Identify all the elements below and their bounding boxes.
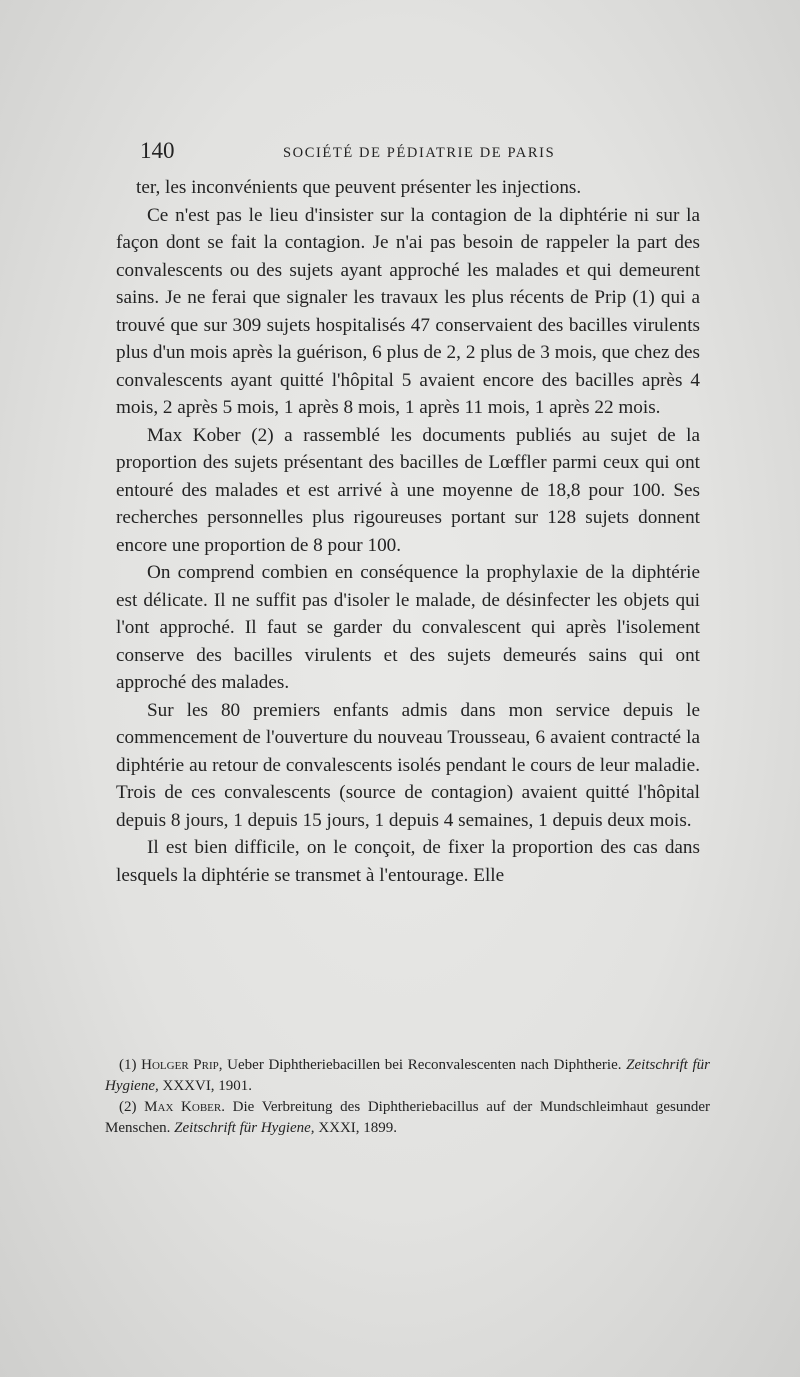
paragraph-1: ter, les inconvénients que peuvent présenter les injections. (136, 177, 582, 198)
footnote-2 (105, 1097, 710, 1139)
footnote-1-author: Holger Prip, (141, 1057, 223, 1073)
footnote-2-marker: (2) (119, 1099, 137, 1115)
footnote-2-ref: XXXI, 1899. (318, 1120, 398, 1136)
body-text (116, 174, 700, 889)
footnote-1-ref: XXXVI, 1901. (162, 1078, 253, 1094)
footnote-1-title: Ueber Diphtheriebacillen bei Reconvalescenten nach Diphtherie. (227, 1057, 622, 1073)
page-header (140, 138, 700, 168)
footnote-2-journal: Zeitschrift für Hygiene, (174, 1120, 315, 1136)
paragraph-4: On comprend combien en conséquence la prophylaxie de la diphtérie est délicate. Il ne suffit pas d'isoler le malade, de désinfecter les objets qui l'ont approché. Il faut se garder du convalescent qui après l'isolement conserve des bacilles virulents et des sujets demeurés sains qui ont approché des malades. (116, 562, 700, 693)
footnote-1-marker: (1) (119, 1057, 137, 1073)
running-title: SOCIÉTÉ DE PÉDIATRIE DE PARIS (283, 145, 556, 161)
paragraph-6: Il est bien difficile, on le conçoit, de fixer la proportion des cas dans lesquels la diphtérie se transmet à l'entourage. Elle (116, 837, 700, 886)
footnote-1 (105, 1055, 710, 1097)
paragraph-5: Sur les 80 premiers enfants admis dans mon service depuis le commencement de l'ouverture du nouveau Trousseau, 6 avaient contracté la diphtérie au retour de convalescents isolés pendant le cours de leur maladie. Trois de ces convalescents (source de contagion) avaient quitté l'hôpital depuis 8 jours, 1 depuis 15 jours, 1 depuis 4 semaines, 1 depuis deux mois. (116, 699, 700, 831)
paragraph-3: Max Kober (2) a rassemblé les documents publiés au sujet de la proportion des sujets présentant des bacilles de Lœffler parmi ceux qui ont entouré des malades et est arrivé à une moyenne de 18,8 pour 100. Ses recherches personnelles plus rigoureuses portant sur 128 sujets donnent encore une proportion de 8 pour 100. (116, 424, 700, 556)
paragraph-2: Ce n'est pas le lieu d'insister sur la contagion de la diphtérie ni sur la façon dont se fait la contagion. Je n'ai pas besoin de rappeler la part des convalescents ou des sujets ayant approché les malades et qui demeurent sains. Je ne ferai que signaler les travaux les plus récents de Prip (1) qui a trouvé que sur 309 sujets hospitalisés 47 conservaient des bacilles virulents plus d'un mois après la guérison, 6 plus de 2, 2 plus de 3 mois, que chez des convalescents ayant quitté l'hôpital 5 avaient encore des bacilles après 4 mois, 2 après 5 mois, 1 après 8 mois, 1 après 11 mois, 1 après 22 mois. (116, 204, 700, 418)
footnotes (105, 1055, 710, 1139)
footnote-2-author: Max Kober. (144, 1099, 225, 1115)
footnote-2-title: Die Verbreitung des Diphtheriebacillus auf der Mundschleimhaut gesunder Menschen. (105, 1099, 711, 1136)
page-number: 140 (140, 138, 175, 163)
footnote-1-journal: Zeitschrift für Hygiene, (105, 1057, 710, 1094)
